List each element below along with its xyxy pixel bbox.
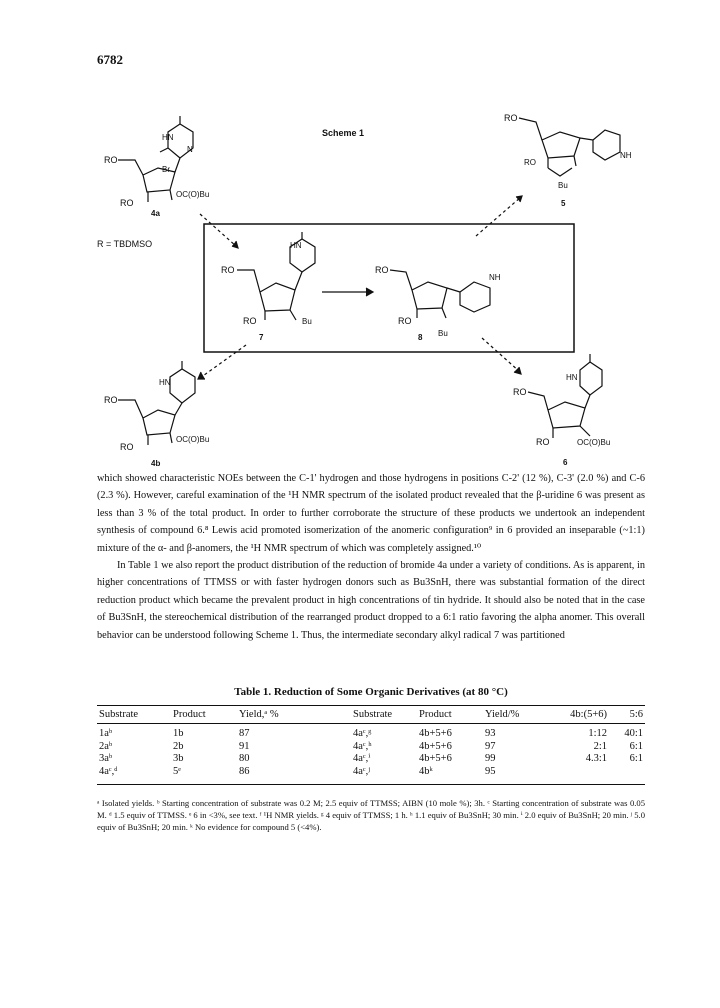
compound-label-8: 8 — [418, 333, 423, 342]
svg-text:RO: RO — [221, 265, 235, 275]
svg-text:RO: RO — [513, 387, 527, 397]
svg-text:Br: Br — [162, 165, 170, 174]
compound-label-4b: 4b — [151, 459, 161, 468]
body-text — [97, 470, 645, 644]
table-header-row — [97, 706, 645, 724]
col-header: Substrate — [351, 706, 417, 724]
svg-text:RO: RO — [243, 316, 257, 326]
paragraph-1: which showed characteristic NOEs between the C-1' hydrogen and those hydrogens in positions C-2' (12 %), C-3' (2.0 %) and C-6 (2.3 %). However, careful examination of the ¹H NMR spectrum of the isolated product revealed that the β-uridine 6 was present as less than 3 % of the total product. In order to further corroborate the structure of these products we undertook an independent synthesis of compound 6.⁸ Lewis acid promoted isomerization of the anomeric configuration⁹ in 6 provided an inseparable (~1:1) mixture of the α- and β-anomers, the ¹H NMR spectrum of which was completely assigned.¹⁰ — [97, 473, 645, 554]
svg-text:OC(O)Bu: OC(O)Bu — [176, 190, 210, 199]
svg-text:RO: RO — [120, 198, 134, 208]
svg-text:HN: HN — [162, 133, 174, 142]
col-header: Product — [417, 706, 483, 724]
table-row: 2aᵇ 2b 91 4aᶜ,ʰ 4b+5+6 97 2:1 6:1 — [99, 740, 643, 752]
compound-label-4a: 4a — [151, 209, 160, 218]
svg-text:OC(O)Bu: OC(O)Bu — [176, 435, 210, 444]
table-row: 3aᵇ 3b 80 4aᶜ,ⁱ 4b+5+6 99 4.3:1 6:1 — [99, 753, 643, 764]
svg-text:Bu: Bu — [558, 181, 568, 190]
paragraph-2: In Table 1 we also report the product distribution of the reduction of bromide 4a under a variety of conditions. As is apparent, in higher concentrations of TTMSS or with faster hydrogen donors such as Bu3SnH, there was substantial formation of the direct reduction product which became the prevalent product in high concentrations of tin hydride. It should also be noted that in the case of Bu3SnH, the stereochemical distribution of the rearranged product dropped to a 6:1 ratio favoring the alpha anomer. This overall behavior can be understood following Scheme 1. Thus, the intermediate secondary alkyl radical 7 was partitioned — [97, 560, 645, 641]
structure-7 — [237, 232, 315, 320]
compound-label-5: 5 — [561, 199, 566, 208]
svg-text:NH: NH — [489, 273, 501, 282]
structure-5 — [519, 118, 620, 176]
r-definition: R = TBDMSO — [97, 239, 153, 249]
svg-text:OC(O)Bu: OC(O)Bu — [577, 438, 611, 447]
svg-text:RO: RO — [524, 158, 536, 167]
compound-label-7: 7 — [259, 333, 264, 342]
col-header: Substrate — [97, 706, 171, 724]
svg-text:N: N — [187, 145, 193, 154]
structure-4b — [118, 361, 195, 445]
col-header: Product — [171, 706, 237, 724]
svg-text:RO: RO — [536, 437, 550, 447]
svg-text:HN: HN — [566, 373, 578, 382]
svg-text:HN: HN — [159, 378, 171, 387]
svg-text:RO: RO — [504, 113, 518, 123]
svg-text:Bu: Bu — [302, 317, 312, 326]
table-title: Table 1. Reduction of Some Organic Derivatives (at 80 °C) — [234, 686, 508, 698]
results-table — [97, 705, 645, 785]
svg-text:Bu: Bu — [438, 329, 448, 338]
svg-text:RO: RO — [375, 265, 389, 275]
page-number: 6782 — [97, 52, 123, 67]
table-row: 1aᵇ 1b 87 4aᶜ,ᵍ 4b+5+6 93 1:12 40:1 — [99, 728, 643, 739]
compound-label-6: 6 — [563, 458, 568, 467]
scheme-1-diagram — [0, 0, 720, 470]
svg-text:HN: HN — [290, 241, 302, 250]
svg-text:RO: RO — [398, 316, 412, 326]
svg-text:NH: NH — [620, 151, 632, 160]
table-footnotes: ᵃ Isolated yields. ᵇ Starting concentration of substrate was 0.2 M; 2.5 equiv of TTMSS; AIBN (10 mole %); 3h. ᶜ Starting concentration of substrate was 0.05 M. ᵈ 1.5 equiv of TTMSS. ᵉ 6 in <3%, see text. ᶠ ¹H NMR yields. ᵍ 4 equiv of TTMSS; 1 h. ʰ 1.1 equiv of Bu3SnH; 30 min. ⁱ 2.0 equiv of Bu3SnH; 20 min. ʲ 5.0 equiv of Bu3SnH; 20 min. ᵏ No evidence for compound 5 (<4%). — [97, 798, 645, 832]
structure-6 — [528, 354, 602, 438]
svg-text:RO: RO — [104, 155, 118, 165]
scheme-title: Scheme 1 — [322, 128, 365, 138]
svg-text:RO: RO — [104, 395, 118, 405]
svg-text:RO: RO — [120, 442, 134, 452]
table-row: 4aᶜ,ᵈ 5ᵉ 86 4aᶜ,ʲ 4bᵏ 95 — [97, 766, 645, 785]
col-header: 5:6 — [609, 706, 645, 724]
col-header: Yield,ᵃ % — [237, 706, 351, 724]
col-header: Yield/% — [483, 706, 545, 724]
col-header: 4b:(5+6) — [545, 706, 609, 724]
structure-8 — [390, 270, 490, 318]
